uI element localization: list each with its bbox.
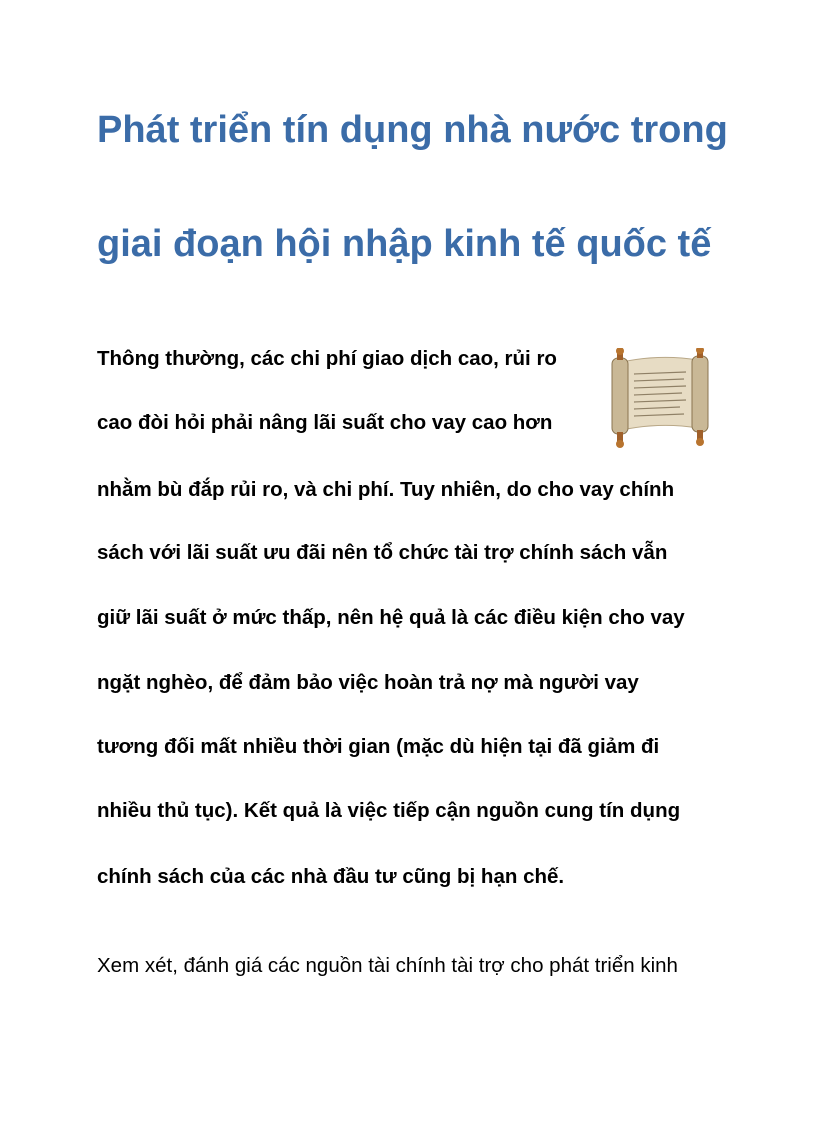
paragraph-2-line-1: Xem xét, đánh giá các nguồn tài chính tài trợ cho phát triển kinh [97, 954, 678, 977]
paragraph-line-3: nhằm bù đắp rủi ro, và chi phí. Tuy nhiên, do cho vay chính [97, 478, 675, 501]
document-title-line-1: Phát triển tín dụng nhà nước trong [97, 109, 728, 151]
paragraph-line-1: Thông thường, các chi phí giao dịch cao, rủi ro [97, 347, 557, 370]
scroll-icon [600, 348, 724, 448]
paragraph-line-5: giữ lãi suất ở mức thấp, nên hệ quả là các điều kiện cho vay [97, 606, 685, 629]
paragraph-line-2: cao đòi hỏi phải nâng lãi suất cho vay cao hơn [97, 411, 553, 434]
paragraph-line-6: ngặt nghèo, để đảm bảo việc hoàn trả nợ mà người vay [97, 671, 639, 694]
paragraph-line-7: tương đối mất nhiều thời gian (mặc dù hiện tại đã giảm đi [97, 735, 660, 758]
paragraph-line-8: nhiều thủ tục). Kết quả là việc tiếp cận nguồn cung tín dụng [97, 799, 681, 822]
document-title-line-2: giai đoạn hội nhập kinh tế quốc tế [97, 223, 712, 265]
paragraph-line-4: sách với lãi suất ưu đãi nên tổ chức tài trợ chính sách vẫn [97, 541, 668, 564]
paragraph-line-9: chính sách của các nhà đầu tư cũng bị hạn chế. [97, 865, 565, 888]
scroll-illustration-svg [600, 348, 724, 448]
